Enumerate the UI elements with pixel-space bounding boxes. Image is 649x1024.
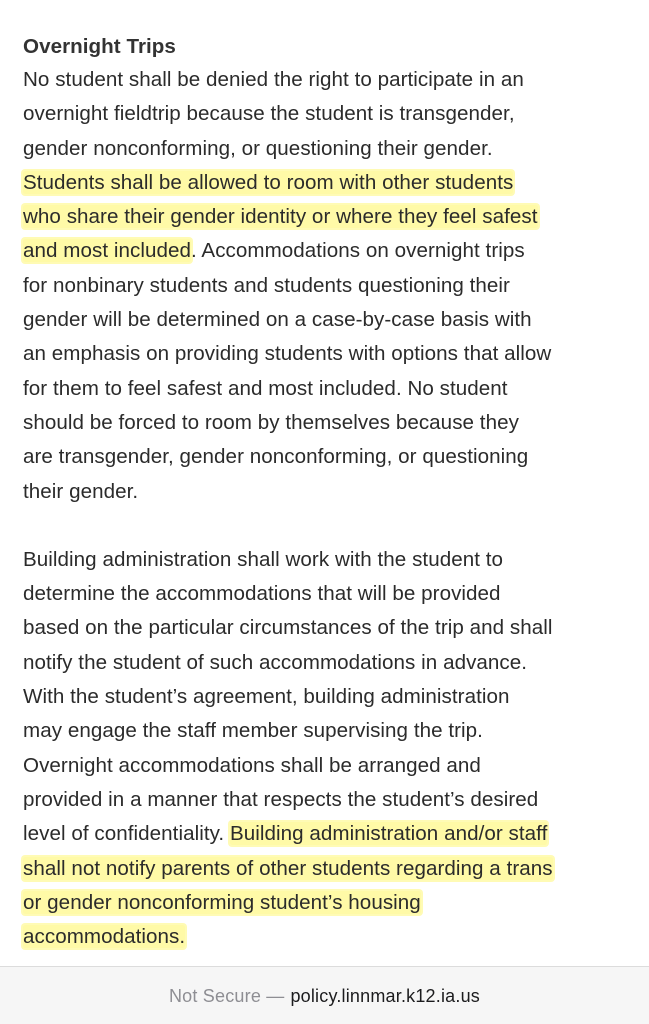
- text-segment: gender will be determined on a case-by-case basis with: [23, 308, 532, 332]
- text-segment: With the student’s agreement, building administration: [23, 685, 510, 709]
- text-line: [23, 406, 633, 440]
- text-line: [23, 680, 633, 714]
- text-segment: their gender.: [23, 479, 139, 503]
- text-line: [23, 817, 633, 851]
- policy-document: [23, 33, 633, 954]
- text-line: [23, 440, 633, 474]
- text-line: [23, 269, 633, 303]
- text-line: [23, 63, 633, 97]
- text-line: [23, 920, 633, 954]
- text-line: [23, 372, 633, 406]
- text-line: [23, 783, 633, 817]
- section-heading: Overnight Trips: [23, 35, 176, 58]
- highlighted-text: or gender nonconforming student’s housing: [23, 890, 421, 914]
- text-line: [23, 97, 633, 131]
- text-segment: determine the accommodations that will be provided: [23, 582, 501, 606]
- highlighted-text: who share their gender identity or where they feel safest: [23, 205, 538, 229]
- text-line: [23, 577, 633, 611]
- text-segment: No student shall be denied the right to participate in an: [23, 68, 524, 91]
- paragraph-building-administration: [23, 543, 633, 955]
- text-segment: Building administration shall work with the student to: [23, 547, 504, 571]
- text-segment: . Accommodations on overnight trips: [191, 239, 525, 263]
- text-segment: Overnight accommodations shall be arranged and: [23, 753, 481, 777]
- highlighted-text: and most included: [23, 239, 191, 263]
- text-line: [23, 852, 633, 886]
- paragraph-overnight-trips: [23, 63, 633, 509]
- highlighted-text: Students shall be allowed to room with other students: [23, 170, 514, 194]
- text-segment: overnight fieldtrip because the student is transgender,: [23, 102, 515, 126]
- text-line: [23, 886, 633, 920]
- text-line: [23, 166, 633, 200]
- url-domain[interactable]: policy.linnmar.k12.ia.us: [290, 985, 480, 1006]
- text-line: [23, 132, 633, 166]
- text-line: [23, 646, 633, 680]
- highlighted-text: Building administration and/or staff: [229, 822, 548, 846]
- text-segment: an emphasis on providing students with options that allow: [23, 342, 552, 366]
- text-line: [23, 200, 633, 234]
- highlighted-text: accommodations.: [23, 925, 186, 949]
- text-segment: based on the particular circumstances of the trip and shall: [23, 616, 553, 640]
- highlighted-text: shall not notify parents of other students regarding a trans: [23, 856, 553, 880]
- text-segment: should be forced to room by themselves because they: [23, 410, 519, 434]
- text-line: [23, 475, 633, 509]
- text-line: [23, 303, 633, 337]
- text-line: [23, 714, 633, 748]
- text-segment: notify the student of such accommodations in advance.: [23, 650, 528, 674]
- text-segment: level of confidentiality.: [23, 822, 230, 846]
- security-status-label: Not Secure —: [168, 985, 285, 1006]
- text-line: [23, 234, 633, 268]
- text-line: [23, 611, 633, 645]
- safari-address-bar[interactable]: [0, 966, 649, 1024]
- text-line: [23, 749, 633, 783]
- text-line: [23, 543, 633, 577]
- text-segment: are transgender, gender nonconforming, or questioning: [23, 445, 529, 469]
- text-segment: provided in a manner that respects the student’s desired: [23, 787, 539, 811]
- text-line: [23, 337, 633, 371]
- text-segment: for nonbinary students and students questioning their: [23, 273, 510, 297]
- text-segment: may engage the staff member supervising the trip.: [23, 719, 483, 743]
- text-segment: for them to feel safest and most included. No student: [23, 376, 508, 400]
- text-segment: gender nonconforming, or questioning their gender.: [23, 136, 493, 160]
